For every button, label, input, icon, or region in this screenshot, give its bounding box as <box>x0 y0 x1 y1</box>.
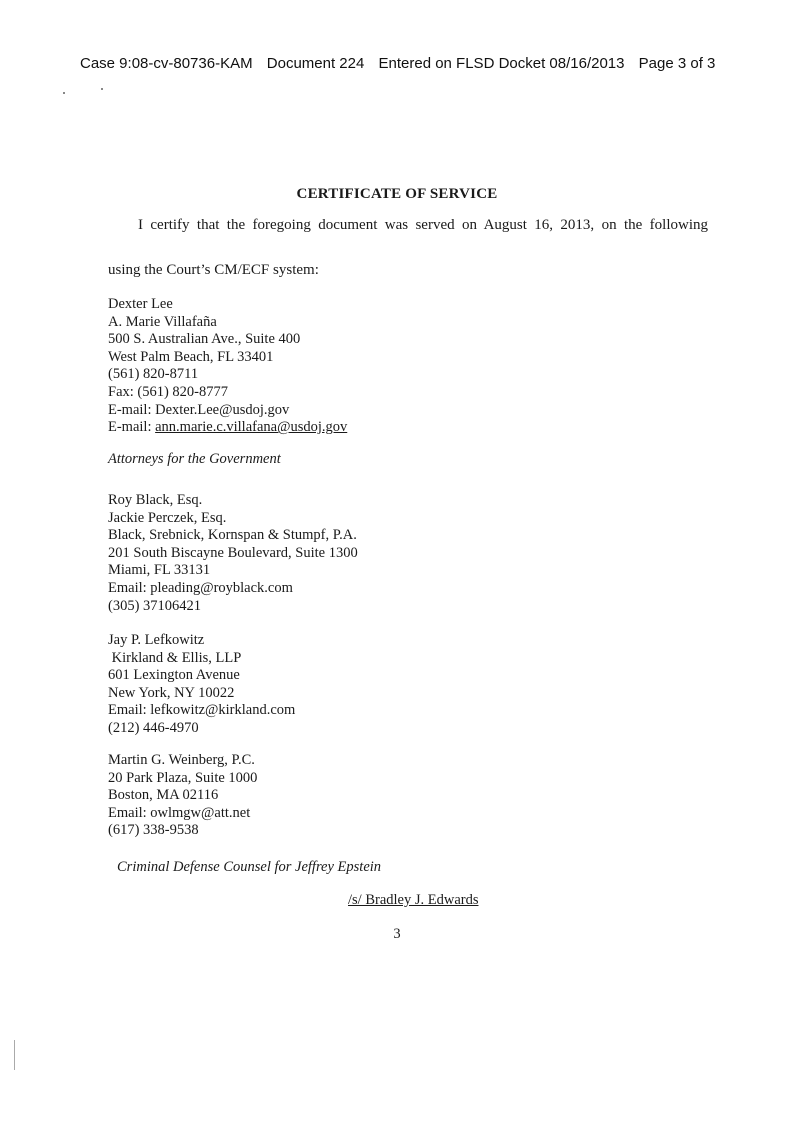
email-label: E-mail: <box>108 419 156 436</box>
address-line: Kirkland & Ellis, LLP <box>108 649 242 666</box>
address-line: 500 S. Australian Ave., Suite 400 <box>108 331 301 348</box>
address-line: (561) 820-8711 <box>108 366 199 383</box>
address-line: (305) 37106421 <box>108 597 202 614</box>
address-line: 601 Lexington Avenue <box>108 667 240 684</box>
address-line: Jay P. Lefkowitz <box>108 632 205 648</box>
signature-line: /s/ Bradley J. Edwards <box>348 892 479 908</box>
government-attorneys-address <box>108 296 347 437</box>
certify-paragraph-continued: using the Court’s CM/ECF system: <box>108 262 319 278</box>
address-line: Roy Black, Esq. <box>108 492 203 508</box>
address-line: Jackie Perczek, Esq. <box>108 509 227 526</box>
address-line: (212) 446-4970 <box>108 719 199 736</box>
scan-mark <box>63 92 65 94</box>
weinberg-address <box>108 752 257 840</box>
address-line: E-mail: Dexter.Lee@usdoj.gov <box>108 401 290 418</box>
scan-mark <box>101 88 103 90</box>
address-line: Dexter Lee <box>108 296 173 312</box>
address-line: New York, NY 10022 <box>108 684 235 701</box>
email-link[interactable]: ann.marie.c.villafana@usdoj.gov <box>155 419 348 436</box>
case-number: Case 9:08-cv-80736-KAM <box>80 55 253 72</box>
address-line-email <box>108 419 347 437</box>
address-line: (617) 338-9538 <box>108 822 199 839</box>
black-srebnick-address <box>108 492 358 615</box>
scan-mark <box>14 1040 15 1070</box>
address-line: Email: owlmgw@att.net <box>108 804 251 821</box>
address-line: 20 Park Plaza, Suite 1000 <box>108 769 258 786</box>
address-line: Email: pleading@royblack.com <box>108 579 293 596</box>
certify-paragraph: I certify that the foregoing document was served on August 16, 2013, on the following <box>138 217 708 233</box>
address-line: Black, Srebnick, Kornspan & Stumpf, P.A. <box>108 527 357 544</box>
docket-header <box>80 55 770 72</box>
kirkland-address <box>108 632 295 738</box>
address-line: A. Marie Villafaña <box>108 313 217 330</box>
defense-role-label: Criminal Defense Counsel for Jeffrey Epstein <box>117 859 382 875</box>
address-line: West Palm Beach, FL 33401 <box>108 348 274 365</box>
address-line: Fax: (561) 820-8777 <box>108 383 229 400</box>
government-role-label: Attorneys for the Government <box>108 451 281 467</box>
address-line: Martin G. Weinberg, P.C. <box>108 752 255 768</box>
document-number: Document 224 <box>266 55 365 72</box>
address-line: 201 South Biscayne Boulevard, Suite 1300 <box>108 544 358 561</box>
page-indicator: Page 3 of 3 <box>638 55 716 72</box>
address-line: Email: lefkowitz@kirkland.com <box>108 702 296 719</box>
docket-entry: Entered on FLSD Docket 08/16/2013 <box>378 55 625 72</box>
address-line: Miami, FL 33131 <box>108 562 211 579</box>
address-line: Boston, MA 02116 <box>108 787 219 804</box>
page-number: 3 <box>393 926 401 942</box>
certificate-title: CERTIFICATE OF SERVICE <box>296 186 498 202</box>
